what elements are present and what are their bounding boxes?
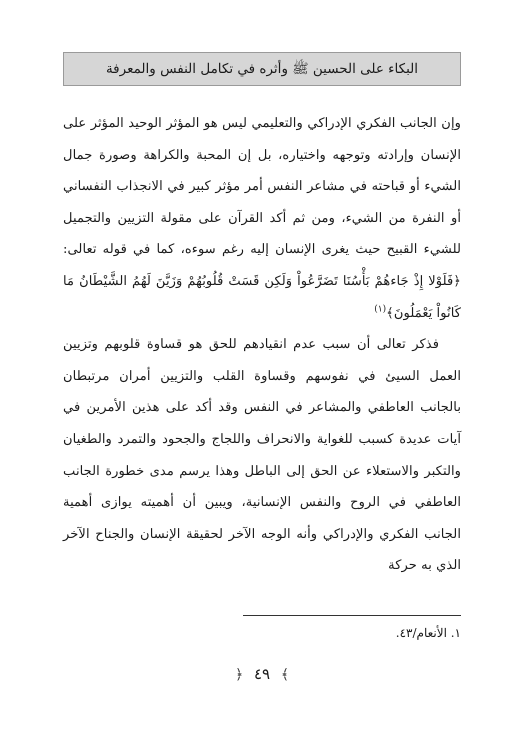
paragraph-1-text: وإن الجانب الفكري الإدراكي والتعليمي ليس هو المؤثر الوحيد المؤثر على الإنسان وإرادته وتوجهه واختياره، بل إن المحبة والكراهة وصورة جمال الشيء أو قباحته في مشاعر النفس أمر مؤثر كبير في الانجذاب النفساني أو النفرة من الشيء، ومن ثم أكد القرآن على مقولة التزيين والتجميل للشيء القبيح حيث يغرى الإنسان إليه رغم سوءه، كما في قوله تعالى: [63, 116, 461, 258]
page-number [212, 661, 312, 687]
paragraph-1 [63, 108, 461, 329]
quran-verse: ﴿فَلَوْلا إِذْ جَاءهُمْ بَأْسُنَا تَضَرَّعُواْ وَلَكِن قَسَتْ قُلُوبُهُمْ وَزَيَّنَ لَهُمُ الشَّيْطَانُ مَا كَانُواْ يَعْمَلُونَ﴾ [63, 273, 461, 321]
ornament-left: ﴿ [234, 667, 244, 683]
page-number-value: ٤٩ [253, 665, 271, 683]
footnote [63, 623, 461, 643]
main-text [63, 108, 461, 582]
paragraph-2: فذكر تعالى أن سبب عدم انقيادهم للحق هو قساوة قلوبهم وتزيين العمل السيئ في نفوسهم وقساوة القلب والتزيين أمران مرتبطان بالجانب العاطفي والمشاعر في النفس وقد أكد على هذين الأمرين في آيات عديدة كسبب للغواية والانحراف واللجاج والجحود والتمرد والطغيان والتكبر والاستعلاء عن الحق إلى الباطل وهذا يرسم مدى خطورة الجانب العاطفي في الروح والنفس الإنسانية، ويبين أن أهميته يوازى أهمية الجانب الفكري والإدراكي وأنه الوجه الآخر لحقيقة الإنسان والجناح الآخر الذي به حركة [63, 337, 461, 574]
ornament-right: ﴾ [280, 667, 290, 683]
footnote-reference[interactable]: (١) [374, 304, 387, 315]
footnote-separator [243, 615, 461, 616]
running-header [63, 52, 461, 86]
running-header-title: البكاء على الحسين ﷺ وأثره في تكامل النفس والمعرفة [105, 61, 419, 77]
footnote-text: ١. الأنعام/٤٣. [395, 626, 461, 640]
